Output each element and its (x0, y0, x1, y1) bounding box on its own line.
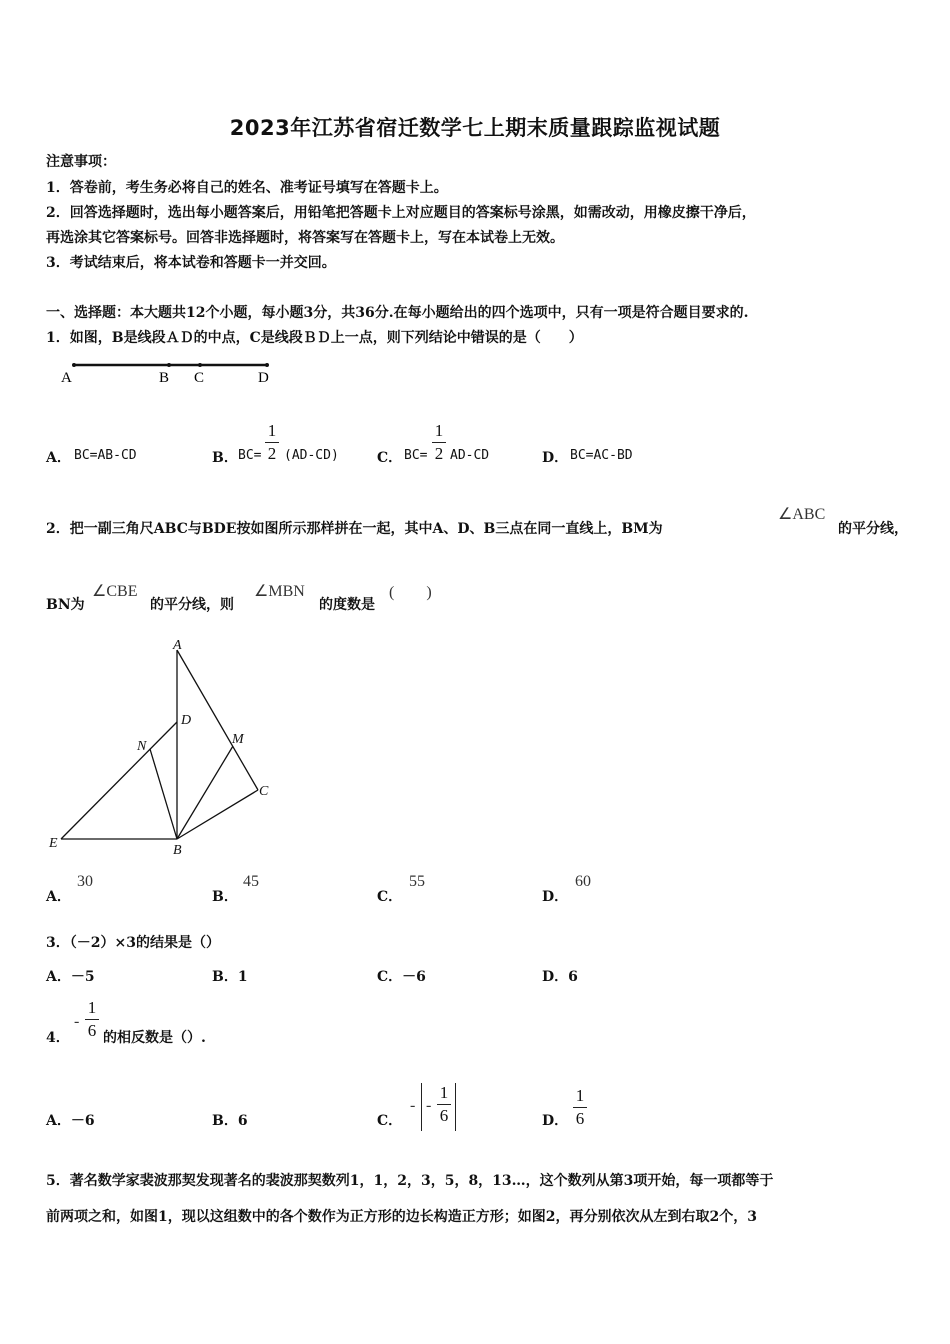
notice-item-3: 3．考试结束后，将本试卷和答题卡一并交回。 (46, 255, 336, 271)
q4-option-b: B．6 (212, 1113, 248, 1129)
q1-option-c-post: AD-CD (450, 448, 490, 463)
q2-option-d-label: D． (542, 889, 569, 905)
vertex-e-label: E (49, 836, 58, 851)
frac-den: 6 (575, 1109, 585, 1128)
q1-option-b-post: (AD-CD) (284, 448, 339, 463)
q4-option-c-inner-minus: - (426, 1097, 432, 1114)
q3-option-b: B．1 (212, 969, 248, 985)
q2-angle-cbe: ∠CBE (92, 583, 138, 600)
q2-option-c-value: 55 (409, 873, 425, 890)
point-n-label: N (137, 739, 147, 754)
q1-option-c-pre: BC= (404, 448, 428, 463)
label-d: D (258, 370, 269, 386)
q5-stem-line1: 5．著名数学家裴波那契发现著名的裴波那契数列1，1，2，3，5，8，13…，这个数列从第3项开始，每一项都等于 (46, 1173, 774, 1189)
q2-option-b-value: 45 (243, 873, 259, 890)
notice-item-1: 1．答卷前，考生务必将自己的姓名、准考证号填写在答题卡上。 (46, 180, 448, 196)
page-title: 2023年江苏省宿迁数学七上期末质量跟踪监视试题 (229, 116, 721, 140)
q4-option-c-label: C． (377, 1113, 403, 1129)
q1-option-d-label: D． (542, 450, 569, 466)
q1-option-c-label: C． (377, 450, 403, 466)
line-bn (150, 749, 177, 839)
q2-stem-line1-tail: 的平分线， (838, 521, 908, 537)
q3-option-a: A．－5 (46, 969, 95, 985)
q2-option-a-value: 30 (77, 873, 93, 890)
label-a: A (61, 370, 72, 386)
line-cb (177, 790, 258, 839)
point-c (198, 363, 202, 367)
q4-option-d-fraction (573, 1086, 587, 1129)
q2-angle-abc: ∠ABC (778, 506, 826, 523)
q1-option-a-label: A． (46, 450, 71, 466)
frac-num: 1 (87, 998, 97, 1017)
q1-option-a-text: BC=AB-CD (74, 448, 137, 463)
q1-option-c-fraction (432, 421, 446, 464)
q4-option-c-absolute-value (421, 1083, 456, 1131)
q3-option-d: D．6 (542, 969, 578, 985)
q4-number: 4． (46, 1030, 70, 1046)
q2-option-a-label: A． (46, 889, 71, 905)
q4-minus-sign: - (74, 1013, 80, 1030)
q2-angle-mbn: ∠MBN (254, 583, 305, 600)
q4-option-c-minus: - (410, 1097, 416, 1114)
q4-stem: 的相反数是（）. (103, 1030, 206, 1046)
q2-triangle-figure (44, 636, 284, 858)
frac-num: 1 (267, 421, 277, 440)
q4-option-a: A．－6 (46, 1113, 95, 1129)
q1-segment-figure (55, 355, 285, 391)
q1-option-b-label: B． (212, 450, 238, 466)
notice-item-2-cont: 再选涂其它答案标号。回答非选择题时，将答案写在答题卡上，写在本试卷上无效。 (46, 230, 564, 246)
vertex-c-label: C (259, 784, 269, 799)
q2-option-b-label: B． (212, 889, 238, 905)
q1-option-b-pre: BC= (238, 448, 262, 463)
vertex-a-label: A (173, 638, 182, 653)
point-a (72, 363, 76, 367)
frac-den: 6 (439, 1106, 449, 1125)
q2-stem-degree: 的度数是 (319, 597, 375, 613)
vertex-d-label: D (181, 713, 192, 728)
q3-option-c: C．－6 (377, 969, 426, 985)
vertex-b-label: B (173, 843, 182, 858)
frac-num: 1 (434, 421, 444, 440)
q1-option-d-text: BC=AC-BD (570, 448, 633, 463)
q2-option-d-value: 60 (575, 873, 591, 890)
q2-answer-paren: ( ) (389, 584, 432, 601)
q5-stem-line2: 前两项之和，如图1，现以这组数中的各个数作为正方形的边长构造正方形；如图2，再分别依次从左到右取2个，3 (46, 1209, 757, 1225)
q3-stem: 3．（－2）×3的结果是（） (46, 935, 220, 951)
frac-den: 2 (434, 444, 444, 463)
q2-option-c-label: C． (377, 889, 403, 905)
q4-fraction (85, 998, 99, 1041)
q2-stem-bisector: 的平分线，则 (150, 597, 234, 613)
q4-option-d-label: D． (542, 1113, 569, 1129)
frac-den: 2 (267, 444, 277, 463)
frac-num: 1 (439, 1083, 449, 1102)
point-m-label: M (232, 732, 244, 747)
label-b: B (159, 370, 170, 386)
point-b (167, 363, 171, 367)
q2-stem-bn: BN为 (46, 597, 85, 613)
frac-num: 1 (575, 1086, 585, 1105)
q4-option-c-fraction (437, 1083, 451, 1126)
q1-option-b-fraction (265, 421, 279, 464)
frac-den: 6 (87, 1021, 97, 1040)
section-heading: 一、选择题：本大题共12个小题，每小题3分，共36分.在每小题给出的四个选项中，只有一项是符合题目要求的. (46, 305, 749, 321)
point-d (265, 363, 269, 367)
label-c: C (194, 370, 205, 386)
q2-stem-line1: 2．把一副三角尺ABC与BDE按如图所示那样拼在一起，其中A、D、B三点在同一直线上，BM为 (46, 521, 663, 537)
notice-item-2: 2．回答选择题时，选出每小题答案后，用铅笔把答题卡上对应题目的答案标号涂黑，如需改动，用橡皮擦干净后， (46, 205, 756, 221)
notice-heading: 注意事项： (46, 154, 116, 170)
q1-stem: 1．如图，B是线段ＡＤ的中点，C是线段ＢＤ上一点，则下列结论中错误的是（ ） (46, 330, 583, 346)
line-bm (177, 746, 233, 839)
